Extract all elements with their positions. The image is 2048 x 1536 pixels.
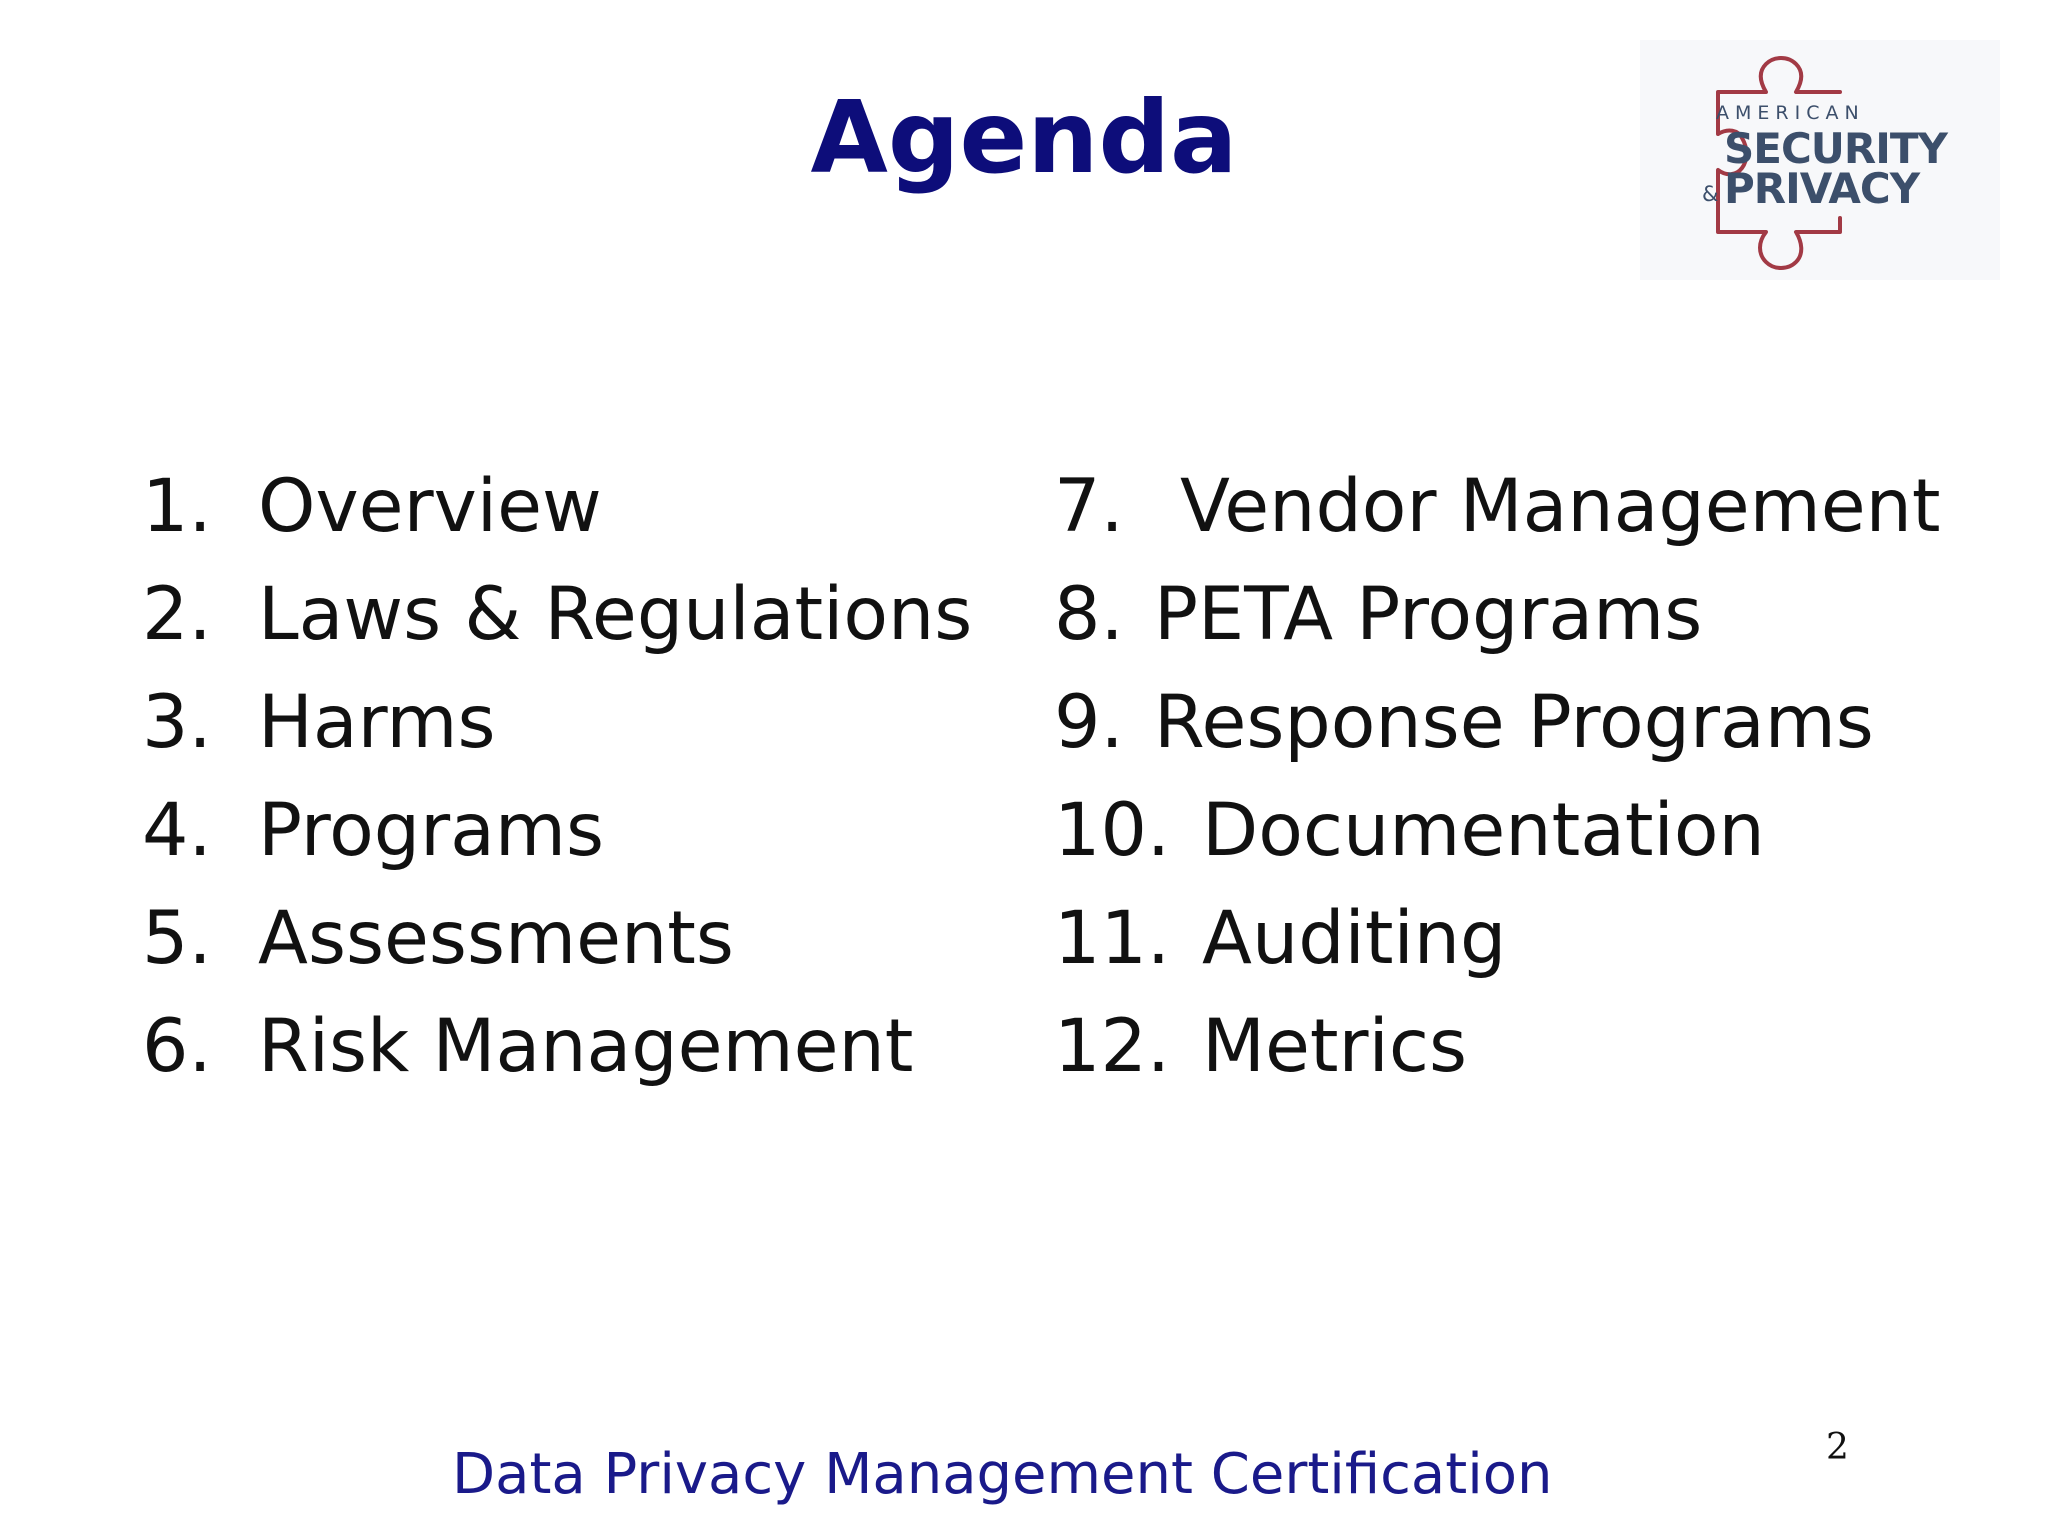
agenda-item-label: Laws & Regulations [258, 572, 973, 657]
agenda-item-number: 9. [1054, 680, 1124, 765]
agenda-item-number: 3. [142, 680, 212, 765]
american-security-privacy-logo [1640, 40, 2000, 280]
agenda-item-number: 1. [142, 464, 212, 549]
agenda-item-label: Harms [258, 680, 496, 765]
agenda-item-label: PETA Programs [1154, 572, 1703, 657]
agenda-item-label: Overview [258, 464, 602, 549]
agenda-item-number: 2. [142, 572, 212, 657]
slide-title: Agenda [810, 79, 1238, 196]
agenda-item-number: 5. [142, 896, 212, 981]
agenda-item-number: 11. [1054, 896, 1171, 981]
agenda-item-label: Risk Management [258, 1004, 914, 1089]
slide-footer: Data Privacy Management Certification [452, 1442, 1553, 1507]
logo-text-privacy: PRIVACY [1724, 164, 1920, 213]
agenda-item-number: 6. [142, 1004, 212, 1089]
logo-text-ampersand: & [1702, 182, 1719, 206]
agenda-item-number: 12. [1054, 1004, 1171, 1089]
agenda-item-number: 4. [142, 788, 212, 873]
agenda-item-label: Auditing [1202, 896, 1507, 981]
agenda-item-label: Assessments [258, 896, 734, 981]
agenda-item-label: Vendor Management [1180, 464, 1941, 549]
agenda-item-number: 7. [1054, 464, 1124, 549]
logo-text-security: SECURITY [1724, 124, 1947, 173]
agenda-item-number: 8. [1054, 572, 1124, 657]
agenda-item-label: Metrics [1202, 1004, 1467, 1089]
agenda-item-number: 10. [1054, 788, 1171, 873]
logo-text-american: AMERICAN [1716, 102, 1865, 124]
page-number: 2 [1826, 1427, 1849, 1468]
agenda-item-label: Programs [258, 788, 605, 873]
agenda-item-label: Documentation [1202, 788, 1765, 873]
agenda-item-label: Response Programs [1154, 680, 1874, 765]
